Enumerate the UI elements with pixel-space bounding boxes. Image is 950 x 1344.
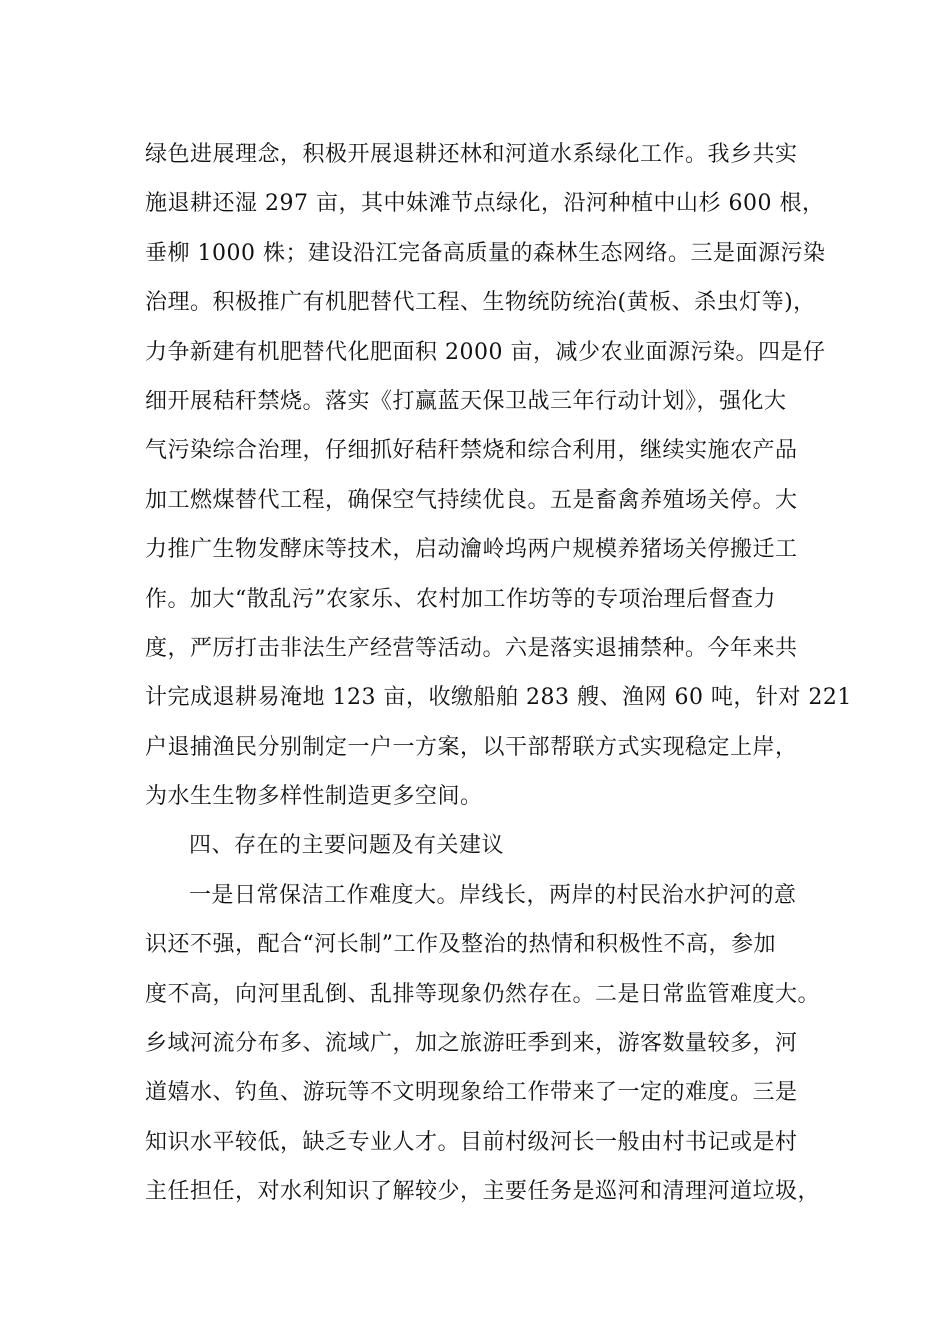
text-line: 为水生生物多样性制造更多空间。 — [145, 784, 483, 810]
body-text — [145, 130, 852, 1217]
text-line: 力推广生物发酵床等技术，启动瀹岭坞两户规模养猪场关停搬迁工 — [145, 537, 798, 563]
text-line: 主任担任，对水利知识了解较少，主要任务是巡河和清理河道垃圾， — [145, 1179, 821, 1205]
text-line: 治理。积极推广有机肥替代工程、生物统防统治(黄板、杀虫灯等)， — [145, 290, 816, 316]
text-line: 垂柳 1000 株；建设沿江完备高质量的森林生态网络。三是面源污染 — [145, 240, 826, 266]
text-line: 识还不强，配合“河长制”工作及整治的热情和积极性不高，参加 — [145, 932, 776, 958]
section-heading: 四、存在的主要问题及有关建议 — [189, 833, 505, 859]
text-line: 加工燃煤替代工程，确保空气持续优良。五是畜禽养殖场关停。大 — [145, 487, 798, 513]
text-line: 细开展秸秆禁烧。落实《打赢蓝天保卫战三年行动计划》，强化大 — [145, 388, 787, 414]
text-line: 度不高，向河里乱倒、乱排等现象仍然存在。二是日常监管难度大。 — [145, 981, 821, 1007]
text-line: 力争新建有机肥替代化肥面积 2000 亩，减少农业面源污染。四是仔 — [145, 339, 826, 365]
text-line: 气污染综合治理，仔细抓好秸秆禁烧和综合利用，继续实施农产品 — [145, 438, 798, 464]
text-line: 乡域河流分布多、流域广，加之旅游旺季到来，游客数量较多，河 — [145, 1031, 798, 1057]
text-line: 度，严厉打击非法生产经营等活动。六是落实退捕禁种。今年来共 — [145, 635, 798, 661]
text-line: 绿色进展理念，积极开展退耕还林和河道水系绿化工作。我乡共实 — [145, 142, 798, 167]
text-line: 道嬉水、钓鱼、游玩等不文明现象给工作带来了一定的难度。三是 — [145, 1080, 798, 1106]
text-line: 作。加大“散乱污”农家乐、农村加工作坊等的专项治理后督查力 — [145, 586, 776, 612]
text-line: 计完成退耕易淹地 123 亩，收缴船舶 283 艘、渔网 60 吨，针对 221 — [145, 685, 852, 711]
text-line: 施退耕还湿 297 亩，其中妹滩节点绿化，沿河种植中山杉 600 根， — [145, 191, 825, 217]
text-line: 知识水平较低，缺乏专业人才。目前村级河长一般由村书记或是村 — [145, 1129, 798, 1155]
text-line: 一是日常保洁工作难度大。岸线长，两岸的村民治水护河的意 — [189, 882, 797, 908]
text-line: 户退捕渔民分别制定一户一方案，以干部帮联方式实现稳定上岸， — [145, 734, 798, 760]
